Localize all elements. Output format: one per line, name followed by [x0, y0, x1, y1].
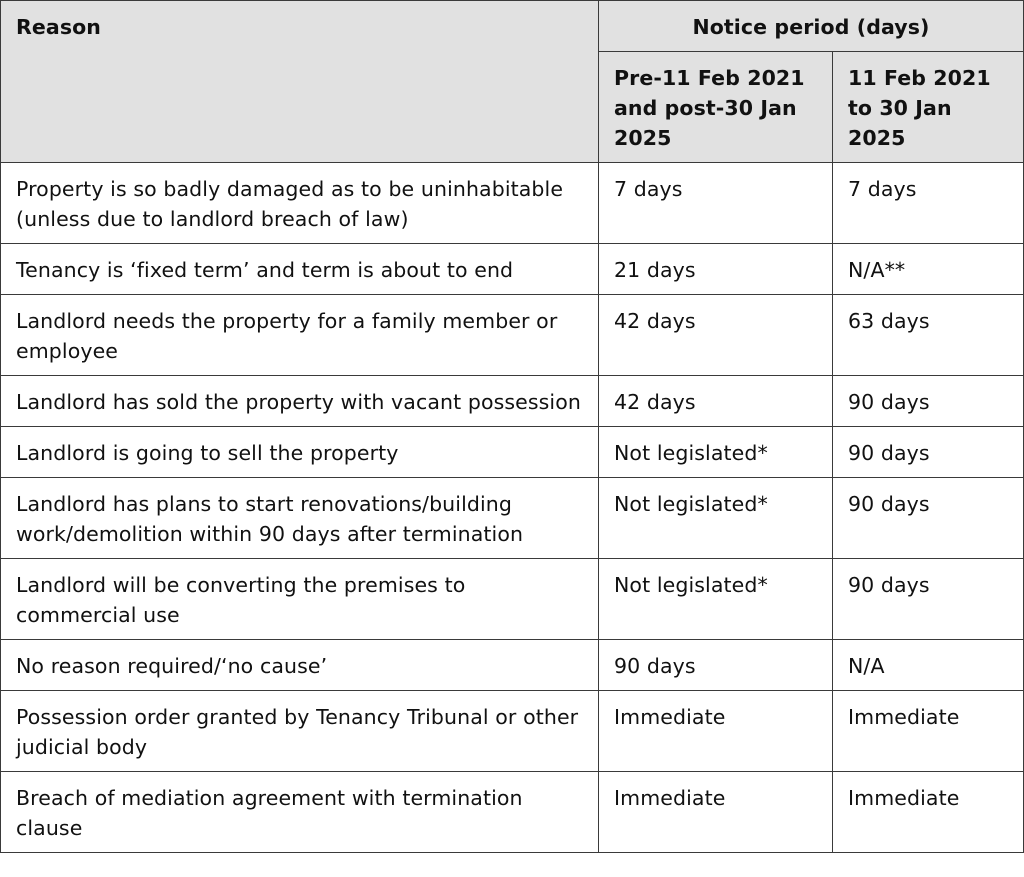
reason-cell: Possession order granted by Tenancy Tribunal or other judicial body [1, 691, 599, 772]
reason-cell: Landlord has plans to start renovations/building work/demolition within 90 days after termination [1, 478, 599, 559]
table-row [1, 295, 1024, 376]
col-b-cell: N/A** [833, 244, 1024, 295]
col-b-cell: Immediate [833, 772, 1024, 853]
table-row [1, 244, 1024, 295]
header-col-a: Pre-11 Feb 2021 and post-30 Jan 2025 [599, 52, 833, 163]
col-b-cell: N/A [833, 640, 1024, 691]
header-row [1, 1, 1024, 52]
col-b-cell: Immediate [833, 691, 1024, 772]
col-b-cell: 90 days [833, 478, 1024, 559]
col-a-cell: 90 days [599, 640, 833, 691]
col-b-cell: 90 days [833, 376, 1024, 427]
table-row [1, 559, 1024, 640]
col-a-cell: Not legislated* [599, 427, 833, 478]
col-b-cell: 90 days [833, 427, 1024, 478]
table-row [1, 427, 1024, 478]
reason-cell: Landlord needs the property for a family member or employee [1, 295, 599, 376]
header-col-b: 11 Feb 2021 to 30 Jan 2025 [833, 52, 1024, 163]
col-a-cell: 21 days [599, 244, 833, 295]
header-reason: Reason [1, 1, 599, 163]
col-a-cell: Not legislated* [599, 559, 833, 640]
col-a-cell: Not legislated* [599, 478, 833, 559]
table-row [1, 376, 1024, 427]
col-a-cell: 42 days [599, 376, 833, 427]
reason-cell: Landlord has sold the property with vacant possession [1, 376, 599, 427]
header-notice-period: Notice period (days) [599, 1, 1024, 52]
table-row [1, 478, 1024, 559]
table-row [1, 772, 1024, 853]
table-row [1, 691, 1024, 772]
col-b-cell: 7 days [833, 163, 1024, 244]
table-row [1, 163, 1024, 244]
reason-cell: Landlord will be converting the premises to commercial use [1, 559, 599, 640]
reason-cell: Property is so badly damaged as to be uninhabitable (unless due to landlord breach of law) [1, 163, 599, 244]
reason-cell: Landlord is going to sell the property [1, 427, 599, 478]
reason-cell: Tenancy is ‘fixed term’ and term is about to end [1, 244, 599, 295]
col-a-cell: 42 days [599, 295, 833, 376]
col-b-cell: 90 days [833, 559, 1024, 640]
reason-cell: No reason required/‘no cause’ [1, 640, 599, 691]
col-a-cell: Immediate [599, 691, 833, 772]
col-a-cell: 7 days [599, 163, 833, 244]
col-a-cell: Immediate [599, 772, 833, 853]
reason-cell: Breach of mediation agreement with termination clause [1, 772, 599, 853]
table-row [1, 640, 1024, 691]
col-b-cell: 63 days [833, 295, 1024, 376]
